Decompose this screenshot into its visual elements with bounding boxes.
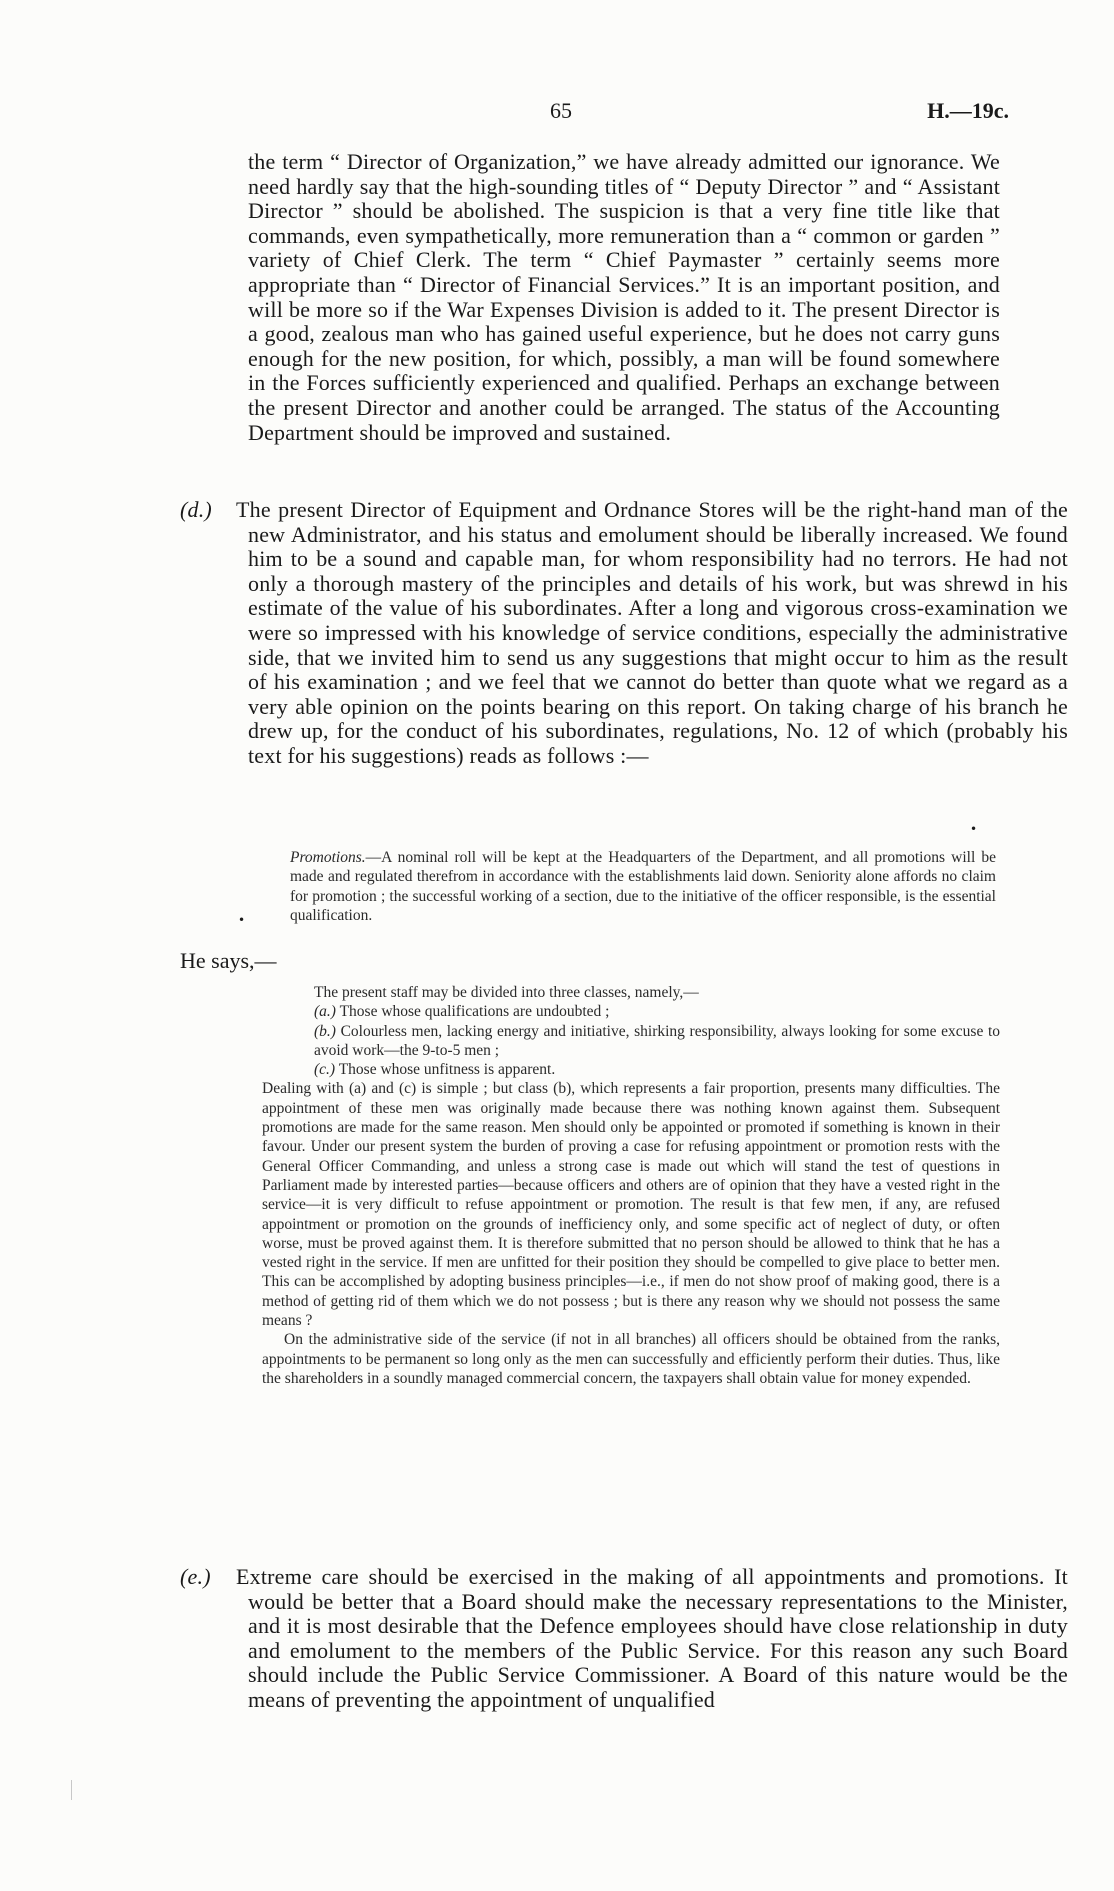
quote-staff-item bbox=[262, 1002, 1000, 1021]
quote-staff-item-text: Colourless men, lacking energy and initiative, shirking responsibility, always looking for some excuse to avoid work—the 9-to-5 men ; bbox=[314, 1022, 1001, 1059]
quote-promotions-text: —A nominal roll will be kept at the Headquarters of the Department, and all promotions will be made and regulated therefrom in accordance with the establishments laid down. Seniority alone affords no claim for promotion ; the successful working of a section, due to the initiative of the officer responsible, is the essential qualification. bbox=[290, 849, 996, 924]
quote-staff-item-text: Those whose unfitness is apparent. bbox=[338, 1061, 556, 1079]
quote-staff-item-text: Those whose qualifications are undoubted ; bbox=[339, 1003, 610, 1021]
paragraph-e-label: (e.) bbox=[180, 1564, 211, 1589]
page-number: 65 bbox=[550, 98, 572, 123]
paragraph-e-text: Extreme care should be exercised in the making of all appointments and promotions. It would be better that a Board should make the necessary representations to the Minister, and it is most desirable that the Defence employees should have close relationship in duty and emolument to the members of the Public Service. For this reason any such Board should include the Public Service Commissioner. A Board of this nature would be the means of preventing the appointment of unqualified bbox=[236, 1564, 1068, 1712]
quote-promotions bbox=[290, 848, 996, 925]
paragraph-d bbox=[180, 498, 1068, 769]
quote-staff-item-label: (b.) bbox=[314, 1022, 336, 1040]
paragraph-c-continuation: the term “ Director of Organization,” we have already admitted our ignorance. We need hardly say that the high-sounding titles of “ Deputy Director ” and “ Assistant Director ” should be abolished. The suspicion is that a very fine title like that commands, even sympathetically, more remuneration than a “ common or garden ” variety of Chief Clerk. The term “ Chief Paymaster ” certainly seems more appropriate than “ Director of Financial Services.” It is an important position, and will be more so if the War Expenses Division is added to it. The present Director is a good, zealous man who has gained useful experience, but he does not carry guns enough for the new position, for which, possibly, a man will be found somewhere in the Forces sufficiently experienced and qualified. Perhaps an exchange between the present Director and another could be arranged. The status of the Accounting Department should be improved and sustained. bbox=[248, 149, 1000, 445]
quote-staff bbox=[262, 983, 1000, 1388]
he-says-heading: He says,— bbox=[180, 948, 277, 973]
quote-staff-item bbox=[262, 1022, 1000, 1061]
page-fold-mark bbox=[71, 1780, 72, 1800]
quote-staff-paragraph: On the administrative side of the service (if not in all branches) all officers should be obtained from the ranks, appointments to be permanent so long only as the men can successfully and efficiently perform their duties. Thus, like the shareholders in a soundly managed commercial concern, the taxpayers shall obtain value for money expended. bbox=[262, 1331, 1000, 1387]
quote-promotions-heading: Promotions. bbox=[290, 849, 366, 866]
quote-staff-item-label: (a.) bbox=[314, 1003, 336, 1021]
quote-staff-item bbox=[262, 1060, 1000, 1079]
page-header bbox=[0, 98, 1114, 128]
margin-dot: • bbox=[238, 913, 246, 927]
paragraph-d-label: (d.) bbox=[180, 497, 212, 522]
paragraph-d-text: The present Director of Equipment and Ordnance Stores will be the right-hand man of the new Administrator, and his status and emolument should be liberally increased. We found him to be a sound and capable man, for whom responsibility had no terrors. He had not only a thorough mastery of the principles and details of his work, but was shrewd in his estimate of the value of his subordinates. After a long and vigorous cross-examination we were so impressed with his knowledge of service conditions, especially the administrative side, that we invited him to send us any suggestions that might occur to him as the result of his examination ; and we feel that we cannot do better than quote what we regard as a very able opinion on the points bearing on this report. On taking charge of his branch he drew up, for the conduct of his subordinates, regulations, No. 12 of which (probably his text for his suggestions) reads as follows :— bbox=[236, 497, 1068, 768]
quote-staff-item-label: (c.) bbox=[314, 1061, 336, 1079]
quote-staff-intro: The present staff may be divided into three classes, namely,— bbox=[314, 984, 699, 1001]
quote-staff-paragraph: Dealing with (a) and (c) is simple ; but class (b), which represents a fair proportion, presents many difficulties. The appointment of these men was originally made because there was nothing known against them. Subsequent promotions are made for the same reason. Men should only be appointed or promoted if something is known in their favour. Under our present system the burden of proving a case for refusing appointment or promotion rests with the General Officer Commanding, and unless a strong case is made out which will stand the test of questions in Parliament made by interested parties—because officers and others are of opinion that they have a vested right in the service—it is very difficult to refuse appointment or promotion. The result is that few men, if any, are refused appointment or promotion on the grounds of inefficiency only, and some specific act of neglect of duty, or often worse, must be proved against them. It is therefore submitted that no person should be allowed to think that he has a vested right in the service. If men are unfitted for their position they should be compelled to give place to better men. This can be accomplished by adopting business principles—i.e., if men do not show proof of making good, there is a method of getting rid of them which we do not possess ; but is there any reason why we should not possess the same means ? bbox=[262, 1080, 1000, 1330]
margin-dot: • bbox=[970, 822, 978, 836]
document-reference: H.—19c. bbox=[927, 98, 1009, 123]
paragraph-e bbox=[180, 1565, 1068, 1713]
